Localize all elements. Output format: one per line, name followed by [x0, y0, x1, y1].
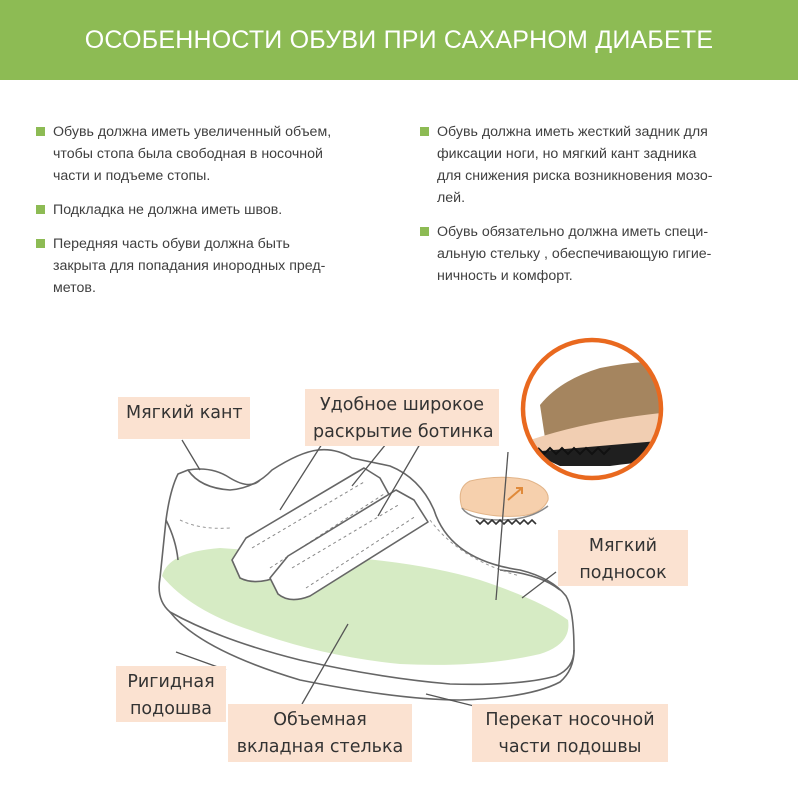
bullet-line: Обувь должна иметь увеличенный объем, [53, 124, 332, 140]
bullet-line: для снижения риска возникновения мозо- [437, 168, 713, 184]
label-line: подносок [579, 563, 667, 583]
bullet-line: Передняя часть обуви должна быть [53, 236, 290, 252]
sole-cross-section-icon [523, 340, 670, 478]
label-soft-toe [558, 530, 688, 586]
bullet-line: Обувь обязательно должна иметь специ- [437, 224, 709, 240]
bullet-line: лей. [437, 190, 466, 206]
bullet-line: ничность и комфорт. [437, 268, 573, 284]
label-line: Мягкий кант [126, 403, 243, 423]
label-line: Перекат носочной [485, 710, 655, 730]
label-line: части подошвы [498, 737, 642, 757]
bullet-line: чтобы стопа была свободная в носочной [53, 146, 323, 162]
bullet-line: закрыта для попадания инородных пред- [53, 258, 326, 274]
label-line: Удобное широкое [320, 395, 484, 415]
label-wide-opening [305, 389, 499, 446]
page-title: ОСОБЕННОСТИ ОБУВИ ПРИ САХАРНОМ ДИАБЕТЕ [84, 25, 714, 54]
label-rigid-sole [116, 666, 226, 722]
bullet-line: Обувь должна иметь жесткий задник для [437, 124, 708, 140]
label-line: подошва [129, 699, 212, 719]
label-line: раскрытие ботинка [313, 422, 494, 442]
label-line: вкладная стелька [236, 737, 404, 757]
bullet-line: метов. [53, 280, 96, 296]
bullet-line: части и подъеме стопы. [53, 168, 211, 184]
label-line: Мягкий [588, 536, 658, 556]
bullet-line: фиксации ноги, но мягкий кант задника [437, 146, 697, 162]
bullet-line: альную стельку , обеспечивающую гигие- [437, 246, 712, 262]
label-rocker [472, 704, 668, 762]
label-soft-edge [118, 397, 250, 439]
bullet-line: Подкладка не должна иметь швов. [53, 202, 283, 218]
label-insole [228, 704, 412, 762]
label-line: Ригидная [127, 672, 215, 692]
label-line: Объемная [273, 710, 367, 730]
